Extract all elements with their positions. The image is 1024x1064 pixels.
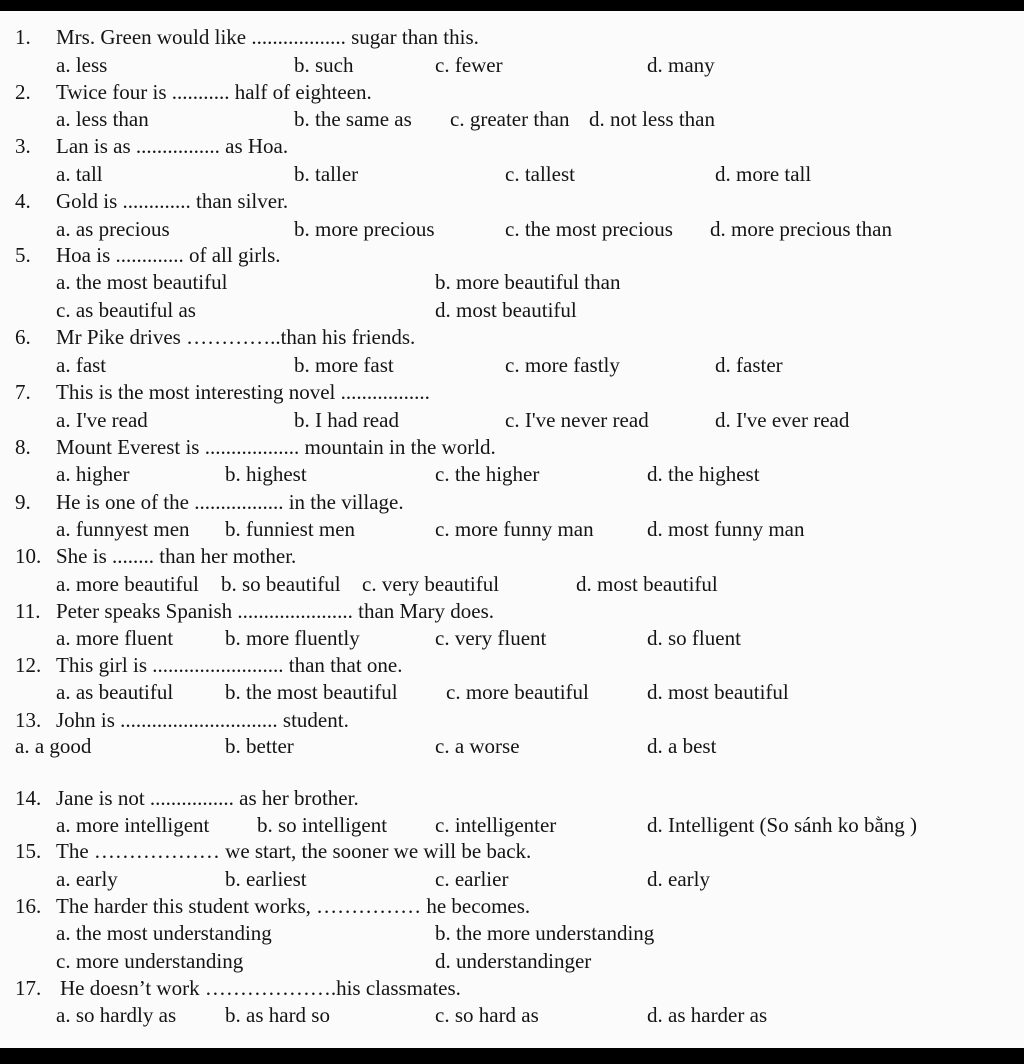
question-text: Lan is as ................ as Hoa.: [56, 134, 289, 158]
option-c: c. I've never read: [505, 408, 649, 432]
option-c: c. fewer: [435, 53, 503, 77]
option-a: a. early: [56, 867, 118, 891]
option-d: d. most beautiful: [435, 298, 577, 322]
option-d: d. understandinger: [435, 949, 592, 973]
option-b: b. more fluently: [225, 626, 360, 650]
option-b: b. taller: [294, 162, 359, 186]
option-a: a. more intelligent: [56, 813, 210, 837]
question-text: This girl is ......................... than that one.: [56, 653, 403, 677]
option-c: c. the most precious: [505, 217, 673, 241]
worksheet-page: [0, 11, 1024, 1048]
question-text: Mr Pike drives …………..than his friends.: [56, 325, 416, 349]
option-d: d. most funny man: [647, 517, 805, 541]
question-text: This is the most interesting novel .................: [56, 380, 430, 404]
question-number: 5.: [15, 243, 31, 267]
option-c: c. more beautiful: [446, 680, 589, 704]
option-d: d. the highest: [647, 462, 760, 486]
option-b: b. earliest: [225, 867, 307, 891]
question-number: 4.: [15, 189, 31, 213]
question-text: Twice four is ........... half of eighteen.: [56, 80, 372, 104]
question-number: 11.: [15, 599, 41, 623]
question-text: The harder this student works, …………… he becomes.: [56, 894, 531, 918]
option-b: b. the most beautiful: [225, 680, 398, 704]
question-number: 3.: [15, 134, 31, 158]
option-c: c. the higher: [435, 462, 540, 486]
option-c: c. more fastly: [505, 353, 620, 377]
question-number: 14.: [15, 786, 42, 810]
option-a: a. so hardly as: [56, 1003, 177, 1027]
question-number: 2.: [15, 80, 31, 104]
option-a: a. more fluent: [56, 626, 174, 650]
option-b: b. the same as: [294, 107, 412, 131]
option-d: d. Intelligent (So sánh ko bằng ): [647, 813, 918, 837]
option-d: d. I've ever read: [715, 408, 850, 432]
question-number: 17.: [15, 976, 42, 1000]
option-a: a. less: [56, 53, 108, 77]
option-c: c. earlier: [435, 867, 509, 891]
option-b: b. so intelligent: [257, 813, 388, 837]
question-text: Mrs. Green would like .................. sugar than this.: [56, 25, 479, 49]
option-a: a. as beautiful: [56, 680, 174, 704]
option-d: d. not less than: [589, 107, 715, 131]
question-text: Jane is not ................ as her brother.: [56, 786, 359, 810]
option-b: b. more fast: [294, 353, 394, 377]
option-b: b. more precious: [294, 217, 435, 241]
option-a: a. higher: [56, 462, 130, 486]
option-c: c. very beautiful: [362, 572, 500, 596]
option-a: a. as precious: [56, 217, 170, 241]
question-number: 9.: [15, 490, 31, 514]
question-number: 13.: [15, 708, 42, 732]
option-c: c. a worse: [435, 734, 520, 758]
option-b: b. as hard so: [225, 1003, 330, 1027]
option-d: d. more tall: [715, 162, 812, 186]
option-c: c. greater than: [450, 107, 570, 131]
option-d: d. faster: [715, 353, 783, 377]
option-b: b. the more understanding: [435, 921, 655, 945]
option-d: d. many: [647, 53, 715, 77]
question-number: 8.: [15, 435, 31, 459]
option-c: c. more funny man: [435, 517, 594, 541]
option-a: a. the most beautiful: [56, 270, 228, 294]
option-c: c. tallest: [505, 162, 575, 186]
option-a: a. the most understanding: [56, 921, 272, 945]
question-text: He is one of the ................. in the village.: [56, 490, 404, 514]
option-b: b. more beautiful than: [435, 270, 621, 294]
option-b: b. such: [294, 53, 354, 77]
option-b: b. better: [225, 734, 294, 758]
question-number: 15.: [15, 839, 42, 863]
option-a: a. a good: [15, 734, 92, 758]
question-text: Hoa is ............. of all girls.: [56, 243, 281, 267]
option-a: a. more beautiful: [56, 572, 199, 596]
option-d: d. most beautiful: [576, 572, 718, 596]
option-d: d. most beautiful: [647, 680, 789, 704]
question-text: Gold is ............. than silver.: [56, 189, 289, 213]
question-number: 16.: [15, 894, 42, 918]
question-text: Peter speaks Spanish ...................... than Mary does.: [56, 599, 495, 623]
question-number: 1.: [15, 25, 31, 49]
question-number: 7.: [15, 380, 31, 404]
option-b: b. I had read: [294, 408, 399, 432]
option-d: d. as harder as: [647, 1003, 768, 1027]
option-d: d. a best: [647, 734, 717, 758]
question-number: 6.: [15, 325, 31, 349]
question-text: He doesn’t work ……………….his classmates.: [60, 976, 461, 1000]
option-b: b. highest: [225, 462, 307, 486]
option-b: b. so beautiful: [221, 572, 341, 596]
question-text: John is .............................. student.: [56, 708, 349, 732]
option-a: a. funnyest men: [56, 517, 190, 541]
option-a: a. less than: [56, 107, 149, 131]
option-a: a. I've read: [56, 408, 148, 432]
option-d: d. so fluent: [647, 626, 741, 650]
option-d: d. more precious than: [710, 217, 892, 241]
question-number: 12.: [15, 653, 42, 677]
question-text: Mount Everest is .................. mountain in the world.: [56, 435, 496, 459]
option-d: d. early: [647, 867, 710, 891]
question-text: She is ........ than her mother.: [56, 544, 297, 568]
question-text: The ……………… we start, the sooner we will be back.: [56, 839, 532, 863]
option-c: c. more understanding: [56, 949, 244, 973]
question-number: 10.: [15, 544, 42, 568]
option-c: c. as beautiful as: [56, 298, 196, 322]
option-a: a. fast: [56, 353, 107, 377]
option-b: b. funniest men: [225, 517, 356, 541]
option-c: c. very fluent: [435, 626, 547, 650]
option-a: a. tall: [56, 162, 103, 186]
option-c: c. so hard as: [435, 1003, 539, 1027]
option-c: c. intelligenter: [435, 813, 557, 837]
